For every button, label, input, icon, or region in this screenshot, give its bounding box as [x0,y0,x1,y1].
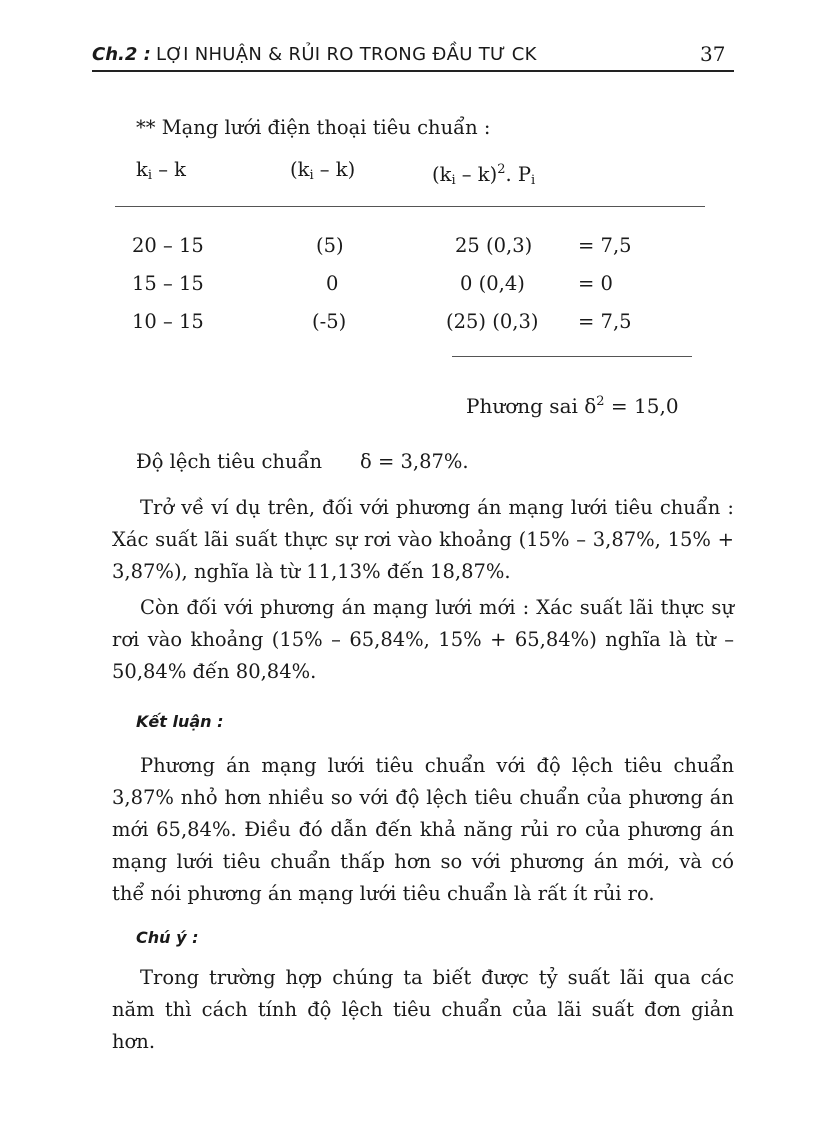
page-number: 37 [700,42,726,66]
row-1-d: = 7,5 [578,234,632,257]
paragraph-2: Còn đối với phương án mạng lưới mới : Xác suất lãi thực sự rơi vào khoảng (15% – 65,84%, 15% + 65,84%) nghĩa là từ – 50,84% đến 80,84%. [112,596,734,683]
conclusion-heading: Kết luận : [136,712,224,731]
row-1-c: 25 (0,3) [455,234,533,257]
header-rule [92,70,734,72]
chapter-label: Ch.2 : [92,44,151,65]
row-3-c: (25) (0,3) [446,310,539,333]
variance-line: Phương sai $\delta^2 = 15,0$ [466,394,679,418]
col-header-2: $(k_i - k)$ [290,158,356,183]
row-2-d: = 0 [578,272,613,295]
paragraph-1: Trở về ví dụ trên, đối với phương án mạng lưới tiêu chuẩn : Xác suất lãi suất thực sự rơi vào khoảng (15% – 3,87%, 15% + 3,87%), nghĩa là từ 11,13% đến 18,87%. [112,496,734,583]
row-2-b: 0 [326,272,339,295]
row-3-b: (-5) [312,310,347,333]
col-header-3: $(k_i - k)^2$. $P_i$ [432,162,536,188]
chapter-title: LỢI NHUẬN & RỦI RO TRONG ĐẦU TƯ CK [156,44,537,65]
row-1-b: (5) [316,234,344,257]
sum-rule [452,356,692,357]
row-2-a: 15 – 15 [132,272,204,295]
row-1-a: 20 – 15 [132,234,204,257]
row-2-c: 0 (0,4) [460,272,525,295]
col-header-1: $k_i$ – k [136,158,186,183]
note-text: Trong trường hợp chúng ta biết được tỷ suất lãi qua các năm thì cách tính độ lệch tiêu chuẩn của lãi suất đơn giản hơn. [112,966,734,1053]
table-caption: ** Mạng lưới điện thoại tiêu chuẩn : [136,116,491,139]
std-dev-label: Độ lệch tiêu chuẩn [136,450,323,473]
row-3-d: = 7,5 [578,310,632,333]
std-dev-value: δ = 3,87%. [360,450,469,473]
note-heading: Chú ý : [136,928,199,947]
table-top-rule [115,206,705,207]
conclusion-text: Phương án mạng lưới tiêu chuẩn với độ lệch tiêu chuẩn 3,87% nhỏ hơn nhiều so với độ lệch tiêu chuẩn của phương án mới 65,84%. Điều đó dẫn đến khả năng rủi ro của phương án mạng lưới tiêu chuẩn thấp hơn so với phương án mới, và có thể nói phương án mạng lưới tiêu chuẩn là rất ít rủi ro. [112,754,734,905]
row-3-a: 10 – 15 [132,310,204,333]
